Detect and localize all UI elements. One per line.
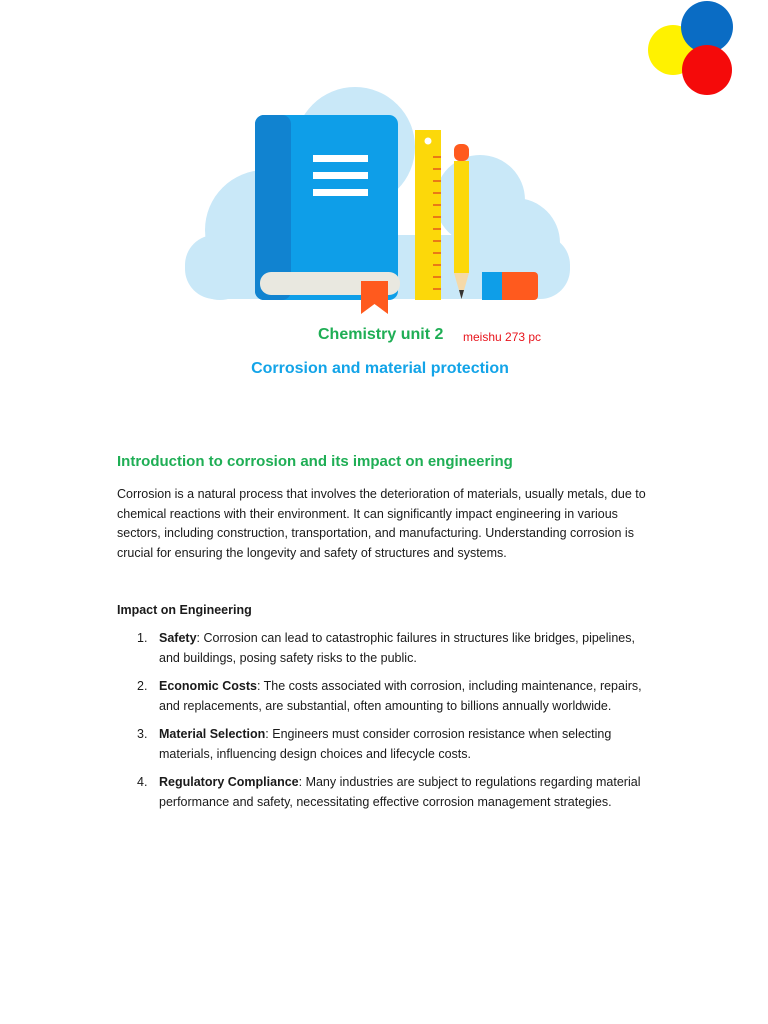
list-item — [117, 773, 653, 812]
list-item-term: Economic Costs — [159, 679, 257, 693]
red-circle-icon — [682, 45, 732, 95]
list-item-text: : Corrosion can lead to catastrophic failures in structures like bridges, pipelines, and buildings, posing safety risks to the public. — [159, 631, 635, 665]
list-item-number: 2. — [137, 679, 148, 693]
list-item-text: : Engineers must consider corrosion resistance when selecting materials, influencing design choices and lifecycle costs. — [159, 727, 612, 761]
pencil-icon — [454, 144, 469, 299]
document-subtitle: Corrosion and material protection — [251, 360, 509, 377]
hero-illustration — [180, 85, 575, 320]
eraser-icon — [482, 272, 538, 300]
list-item — [117, 677, 653, 716]
unit-title: Chemistry unit 2 — [318, 326, 444, 343]
list-item-term: Material Selection — [159, 727, 266, 741]
main-content — [117, 452, 653, 821]
list-item — [117, 629, 653, 668]
list-item-term: Regulatory Compliance — [159, 775, 299, 789]
list-item-number: 1. — [137, 631, 148, 645]
title-row — [0, 326, 768, 348]
author-tag: meishu 273 pc — [463, 330, 542, 344]
list-item-number: 3. — [137, 727, 148, 741]
list-item-text: : Many industries are subject to regulations regarding material performance and safety, necessitating effective corrosion management strategies. — [159, 775, 641, 809]
impact-heading: Impact on Engineering — [117, 603, 252, 617]
impact-list — [117, 629, 653, 812]
list-item-number: 4. — [137, 775, 148, 789]
intro-heading: Introduction to corrosion and its impact on engineering — [117, 453, 513, 470]
book-icon — [255, 115, 400, 300]
list-item-term: Safety — [159, 631, 197, 645]
ruler-icon — [415, 130, 441, 300]
list-item — [117, 725, 653, 764]
intro-paragraph: Corrosion is a natural process that involves the deterioration of materials, usually metals, due to chemical reactions with their environment. It can significantly impact engineering in various sectors, including construction, transportation, and manufacturing. Understanding corrosion is crucial for ensuring the longevity and safety of structures and systems. — [117, 487, 646, 560]
list-item-text: : The costs associated with corrosion, including maintenance, repairs, and replacements, are substantial, often amounting to billions annually worldwide. — [159, 679, 642, 713]
bookmark-icon — [361, 281, 388, 314]
corner-logo — [640, 0, 750, 100]
